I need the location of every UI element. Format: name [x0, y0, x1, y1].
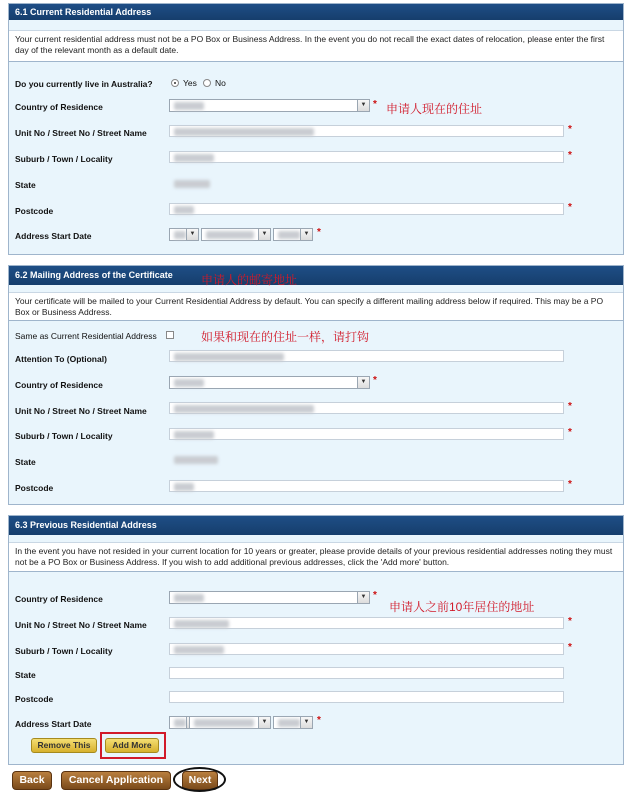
required-mark: * [373, 99, 377, 110]
previous-address-note: In the event you have not resided in your current location for 10 years or greater, please provide details of your previous residential addresses noting they must not be a PO Box or Business Address. If you wish to add additional previous addresses, click the 'Add more' button. [9, 542, 623, 572]
state-label: State [15, 670, 36, 680]
suburb-input[interactable] [169, 643, 564, 655]
state-label: State [15, 457, 36, 467]
required-mark: * [373, 590, 377, 601]
section-title-current-address: 6.1 Current Residential Address [9, 4, 623, 20]
section-previous-address [8, 515, 624, 765]
radio-no-label: No [215, 78, 226, 88]
back-button[interactable]: Back [12, 771, 52, 790]
start-month-select[interactable] [201, 228, 271, 241]
chevron-down-icon: ▼ [357, 100, 369, 111]
required-mark: * [373, 375, 377, 386]
annotation-current-address: 申请人现在的住址 [386, 102, 483, 116]
radio-no[interactable] [203, 79, 211, 87]
cancel-application-button[interactable]: Cancel Application [61, 771, 171, 790]
required-mark: * [568, 479, 572, 490]
remove-this-button[interactable]: Remove This [31, 738, 97, 753]
annotation-previous-address: 申请人之前10年居住的地址 [389, 600, 535, 614]
next-highlight [173, 767, 226, 792]
start-date-label: Address Start Date [15, 231, 92, 241]
postcode-label: Postcode [15, 694, 54, 704]
suburb-label: Suburb / Town / Locality [15, 646, 113, 656]
street-label: Unit No / Street No / Street Name [15, 406, 147, 416]
start-month-select[interactable] [189, 716, 271, 729]
street-input[interactable] [169, 125, 564, 137]
attention-label: Attention To (Optional) [15, 354, 107, 364]
chevron-down-icon: ▼ [186, 229, 198, 240]
annotation-mailing-address: 申请人的邮寄地址 [201, 273, 298, 287]
required-mark: * [568, 616, 572, 627]
country-select[interactable] [169, 591, 370, 604]
current-address-note: Your current residential address must not be a PO Box or Business Address. In the event you do not recall the exact dates of relocation, please enter the first day of the relevant month as a default date. [9, 30, 623, 62]
state-label: State [15, 180, 36, 190]
annotation-same-address: 如果和现在的住址一样，请打钩 [201, 330, 370, 344]
chevron-down-icon: ▼ [357, 592, 369, 603]
country-label: Country of Residence [15, 380, 103, 390]
postcode-input[interactable] [169, 203, 564, 215]
state-input[interactable] [169, 453, 221, 465]
country-label: Country of Residence [15, 102, 103, 112]
radio-yes[interactable] [171, 79, 179, 87]
street-input[interactable] [169, 617, 564, 629]
start-date-label: Address Start Date [15, 719, 92, 729]
suburb-input[interactable] [169, 151, 564, 163]
required-mark: * [568, 202, 572, 213]
required-mark: * [568, 427, 572, 438]
add-more-highlight [100, 732, 166, 759]
suburb-label: Suburb / Town / Locality [15, 431, 113, 441]
country-select[interactable] [169, 99, 370, 112]
required-mark: * [568, 124, 572, 135]
state-input[interactable] [169, 177, 213, 189]
section-title-previous-address: 6.3 Previous Residential Address [9, 516, 623, 535]
suburb-label: Suburb / Town / Locality [15, 154, 113, 164]
state-input[interactable] [169, 667, 564, 679]
section-title-mailing-address: 6.2 Mailing Address of the Certificate [9, 266, 623, 285]
same-address-checkbox[interactable] [166, 331, 174, 339]
country-label: Country of Residence [15, 594, 103, 604]
chevron-down-icon: ▼ [300, 229, 312, 240]
start-year-select[interactable] [273, 716, 313, 729]
required-mark: * [568, 401, 572, 412]
postcode-label: Postcode [15, 483, 54, 493]
next-button[interactable]: Next [182, 771, 218, 790]
start-year-select[interactable] [273, 228, 313, 241]
section-current-address [8, 3, 624, 255]
required-mark: * [568, 150, 572, 161]
street-label: Unit No / Street No / Street Name [15, 620, 147, 630]
chevron-down-icon: ▼ [300, 717, 312, 728]
postcode-label: Postcode [15, 206, 54, 216]
chevron-down-icon: ▼ [357, 377, 369, 388]
chevron-down-icon: ▼ [258, 717, 270, 728]
postcode-input[interactable] [169, 480, 564, 492]
attention-input[interactable] [169, 350, 564, 362]
postcode-input[interactable] [169, 691, 564, 703]
add-more-button[interactable]: Add More [105, 738, 159, 753]
street-label: Unit No / Street No / Street Name [15, 128, 147, 138]
same-address-label: Same as Current Residential Address [15, 331, 157, 341]
chevron-down-icon: ▼ [258, 229, 270, 240]
required-mark: * [317, 715, 321, 726]
suburb-input[interactable] [169, 428, 564, 440]
radio-yes-label: Yes [183, 78, 197, 88]
required-mark: * [568, 642, 572, 653]
section-mailing-address [8, 265, 624, 505]
mailing-address-note: Your certificate will be mailed to your Current Residential Address by default. You can specify a different mailing address below if required. This may be a PO Box or Business Address. [9, 292, 623, 321]
street-input[interactable] [169, 402, 564, 414]
required-mark: * [317, 227, 321, 238]
live-in-australia-label: Do you currently live in Australia? [15, 79, 153, 89]
country-select[interactable] [169, 376, 370, 389]
start-day-select[interactable] [169, 228, 199, 241]
